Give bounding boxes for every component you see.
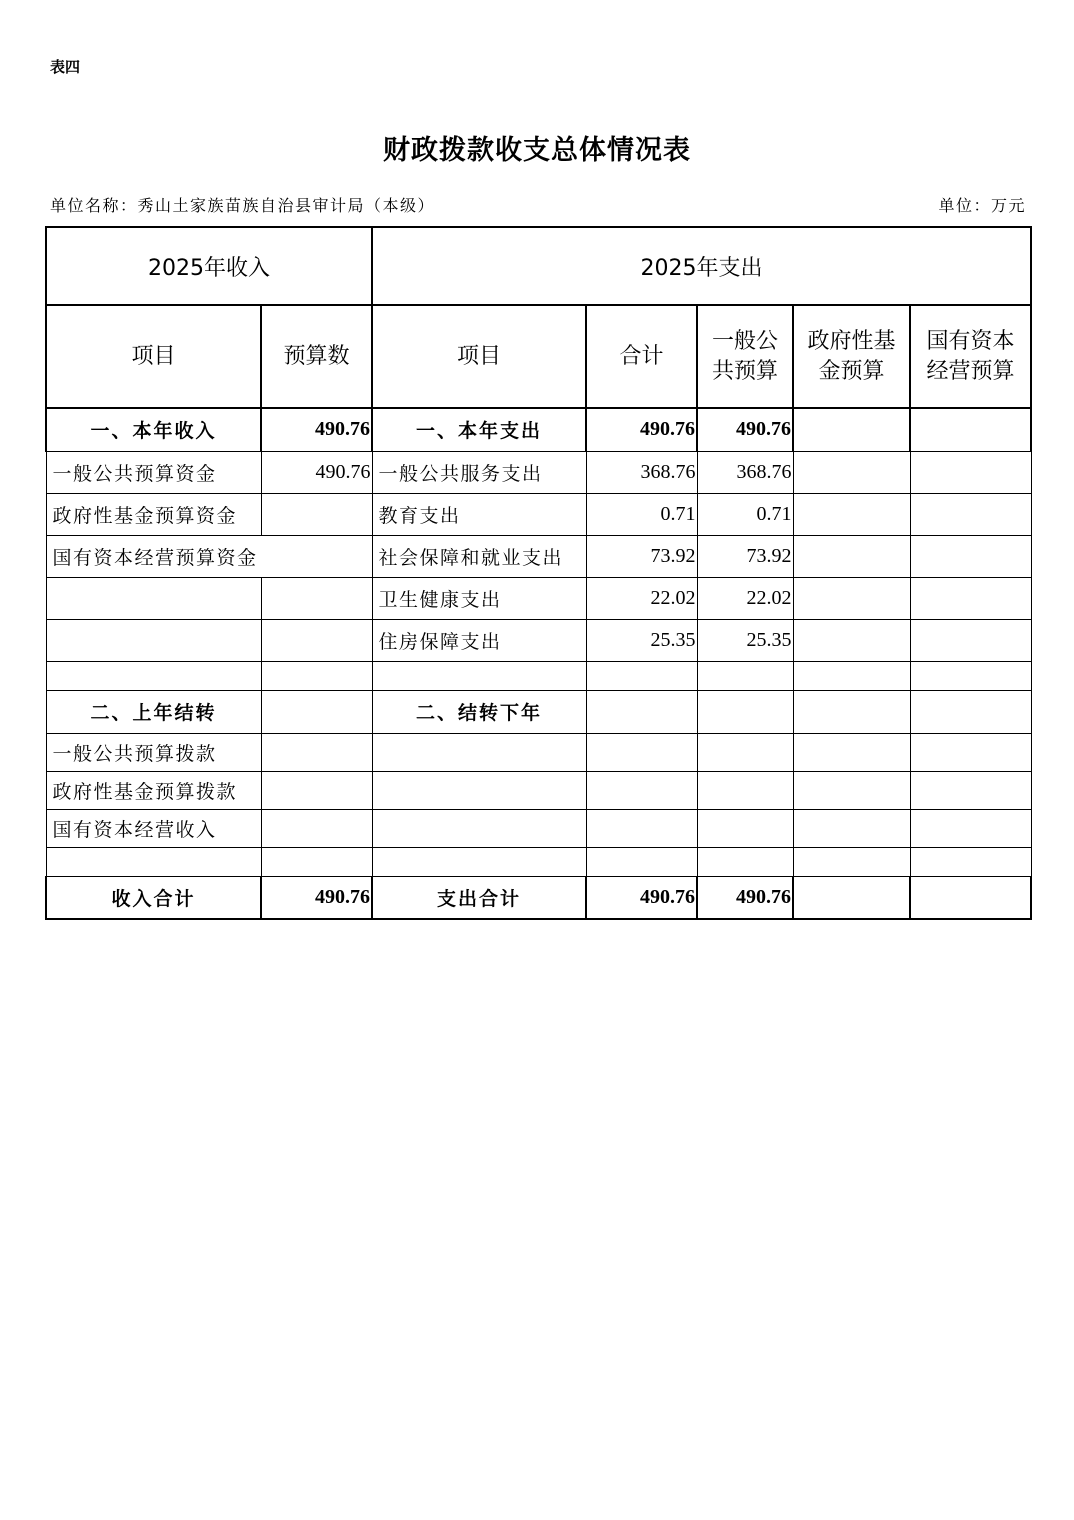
gov-fund-budget-cell xyxy=(793,535,910,577)
total-cell: 73.92 xyxy=(586,535,697,577)
state-capital-budget-cell xyxy=(910,847,1031,876)
state-capital-budget-cell xyxy=(910,493,1031,535)
income-item-cell: 二、上年结转 xyxy=(46,690,261,733)
state-capital-budget-cell xyxy=(910,661,1031,690)
income-budget-cell xyxy=(261,771,372,809)
gov-fund-budget-cell xyxy=(793,408,910,451)
gov-fund-budget-cell xyxy=(793,876,910,919)
table-body xyxy=(46,408,1031,919)
expense-item-cell: 二、结转下年 xyxy=(372,690,586,733)
table-label: 表四 xyxy=(50,58,81,76)
income-budget-cell xyxy=(261,690,372,733)
table-row xyxy=(46,661,1031,690)
total-cell: 0.71 xyxy=(586,493,697,535)
general-budget-cell xyxy=(697,690,793,733)
total-cell: 22.02 xyxy=(586,577,697,619)
general-budget-cell xyxy=(697,771,793,809)
income-item-cell xyxy=(46,661,261,690)
expense-item-cell: 一般公共服务支出 xyxy=(372,451,586,493)
income-item-cell xyxy=(46,847,261,876)
income-item-cell: 一般公共预算资金 xyxy=(46,451,261,493)
expense-item-cell xyxy=(372,733,586,771)
gov-fund-budget-cell xyxy=(793,809,910,847)
income-budget-cell: 490.76 xyxy=(261,451,372,493)
income-item-cell: 一般公共预算拨款 xyxy=(46,733,261,771)
gov-fund-budget-cell xyxy=(793,493,910,535)
general-budget-cell: 25.35 xyxy=(697,619,793,661)
income-item-cell xyxy=(46,619,261,661)
expense-item-header: 项目 xyxy=(372,305,586,408)
expense-item-cell xyxy=(372,661,586,690)
page-title: 财政拨款收支总体情况表 xyxy=(383,135,691,166)
total-header: 合计 xyxy=(586,305,697,408)
gov-fund-budget-cell xyxy=(793,847,910,876)
expense-item-cell: 卫生健康支出 xyxy=(372,577,586,619)
table-row xyxy=(46,408,1031,451)
expense-year-header: 2025年支出 xyxy=(372,227,1031,305)
general-budget-cell: 0.71 xyxy=(697,493,793,535)
income-item-cell: 政府性基金预算拨款 xyxy=(46,771,261,809)
budget-table xyxy=(45,226,1032,920)
income-item-cell: 政府性基金预算资金 xyxy=(46,493,261,535)
income-budget-cell xyxy=(261,493,372,535)
income-item-header: 项目 xyxy=(46,305,261,408)
state-capital-budget-cell xyxy=(910,408,1031,451)
table-row xyxy=(46,809,1031,847)
total-cell xyxy=(586,661,697,690)
general-budget-cell: 368.76 xyxy=(697,451,793,493)
expense-item-cell: 社会保障和就业支出 xyxy=(372,535,586,577)
table-row xyxy=(46,577,1031,619)
expense-item-cell: 教育支出 xyxy=(372,493,586,535)
gov-fund-budget-cell xyxy=(793,619,910,661)
table-row xyxy=(46,690,1031,733)
expense-item-cell xyxy=(372,847,586,876)
income-item-cell: 收入合计 xyxy=(46,876,261,919)
state-capital-budget-cell xyxy=(910,690,1031,733)
money-unit: 单位：万元 xyxy=(938,196,1026,215)
gov-fund-budget-cell xyxy=(793,451,910,493)
income-budget-cell xyxy=(261,661,372,690)
total-cell xyxy=(586,733,697,771)
expense-item-cell: 支出合计 xyxy=(372,876,586,919)
general-budget-cell xyxy=(697,661,793,690)
total-cell xyxy=(586,847,697,876)
gov-fund-budget-cell xyxy=(793,690,910,733)
total-cell: 490.76 xyxy=(586,876,697,919)
table-row xyxy=(46,451,1031,493)
total-cell xyxy=(586,771,697,809)
table-row xyxy=(46,619,1031,661)
gov-fund-budget-header: 政府性基金预算 xyxy=(793,305,910,408)
expense-item-cell xyxy=(372,809,586,847)
general-budget-cell: 490.76 xyxy=(697,408,793,451)
income-budget-cell xyxy=(261,619,372,661)
general-budget-cell xyxy=(697,809,793,847)
table-row xyxy=(46,876,1031,919)
table-row xyxy=(46,535,1031,577)
income-budget-cell xyxy=(261,847,372,876)
table-row xyxy=(46,733,1031,771)
state-capital-budget-cell xyxy=(910,733,1031,771)
income-budget-cell xyxy=(261,577,372,619)
expense-item-cell: 住房保障支出 xyxy=(372,619,586,661)
table-row xyxy=(46,847,1031,876)
income-budget-cell xyxy=(261,809,372,847)
income-item-cell xyxy=(46,577,261,619)
income-budget-cell: 490.76 xyxy=(261,876,372,919)
total-cell: 25.35 xyxy=(586,619,697,661)
table-row xyxy=(46,493,1031,535)
general-budget-cell xyxy=(697,847,793,876)
table-row xyxy=(46,771,1031,809)
expense-item-cell xyxy=(372,771,586,809)
gov-fund-budget-cell xyxy=(793,733,910,771)
total-cell xyxy=(586,690,697,733)
gov-fund-budget-cell xyxy=(793,661,910,690)
state-capital-budget-header: 国有资本经营预算 xyxy=(910,305,1031,408)
income-budget-cell xyxy=(261,733,372,771)
income-item-cell: 一、本年收入 xyxy=(46,408,261,451)
gov-fund-budget-cell xyxy=(793,577,910,619)
general-budget-cell xyxy=(697,733,793,771)
state-capital-budget-cell xyxy=(910,535,1031,577)
total-cell: 490.76 xyxy=(586,408,697,451)
state-capital-budget-cell xyxy=(910,577,1031,619)
state-capital-budget-cell xyxy=(910,619,1031,661)
general-budget-cell: 490.76 xyxy=(697,876,793,919)
state-capital-budget-cell xyxy=(910,451,1031,493)
general-budget-header: 一般公共预算 xyxy=(697,305,793,408)
general-budget-cell: 73.92 xyxy=(697,535,793,577)
total-cell xyxy=(586,809,697,847)
income-item-cell: 国有资本经营收入 xyxy=(46,809,261,847)
income-year-header: 2025年收入 xyxy=(46,227,372,305)
state-capital-budget-cell xyxy=(910,809,1031,847)
total-cell: 368.76 xyxy=(586,451,697,493)
income-item-cell: 国有资本经营预算资金 xyxy=(46,535,372,577)
general-budget-cell: 22.02 xyxy=(697,577,793,619)
state-capital-budget-cell xyxy=(910,771,1031,809)
income-budget-cell: 490.76 xyxy=(261,408,372,451)
unit-name: 单位名称：秀山土家族苗族自治县审计局（本级） xyxy=(50,196,436,215)
expense-item-cell: 一、本年支出 xyxy=(372,408,586,451)
income-budget-header: 预算数 xyxy=(261,305,372,408)
state-capital-budget-cell xyxy=(910,876,1031,919)
gov-fund-budget-cell xyxy=(793,771,910,809)
